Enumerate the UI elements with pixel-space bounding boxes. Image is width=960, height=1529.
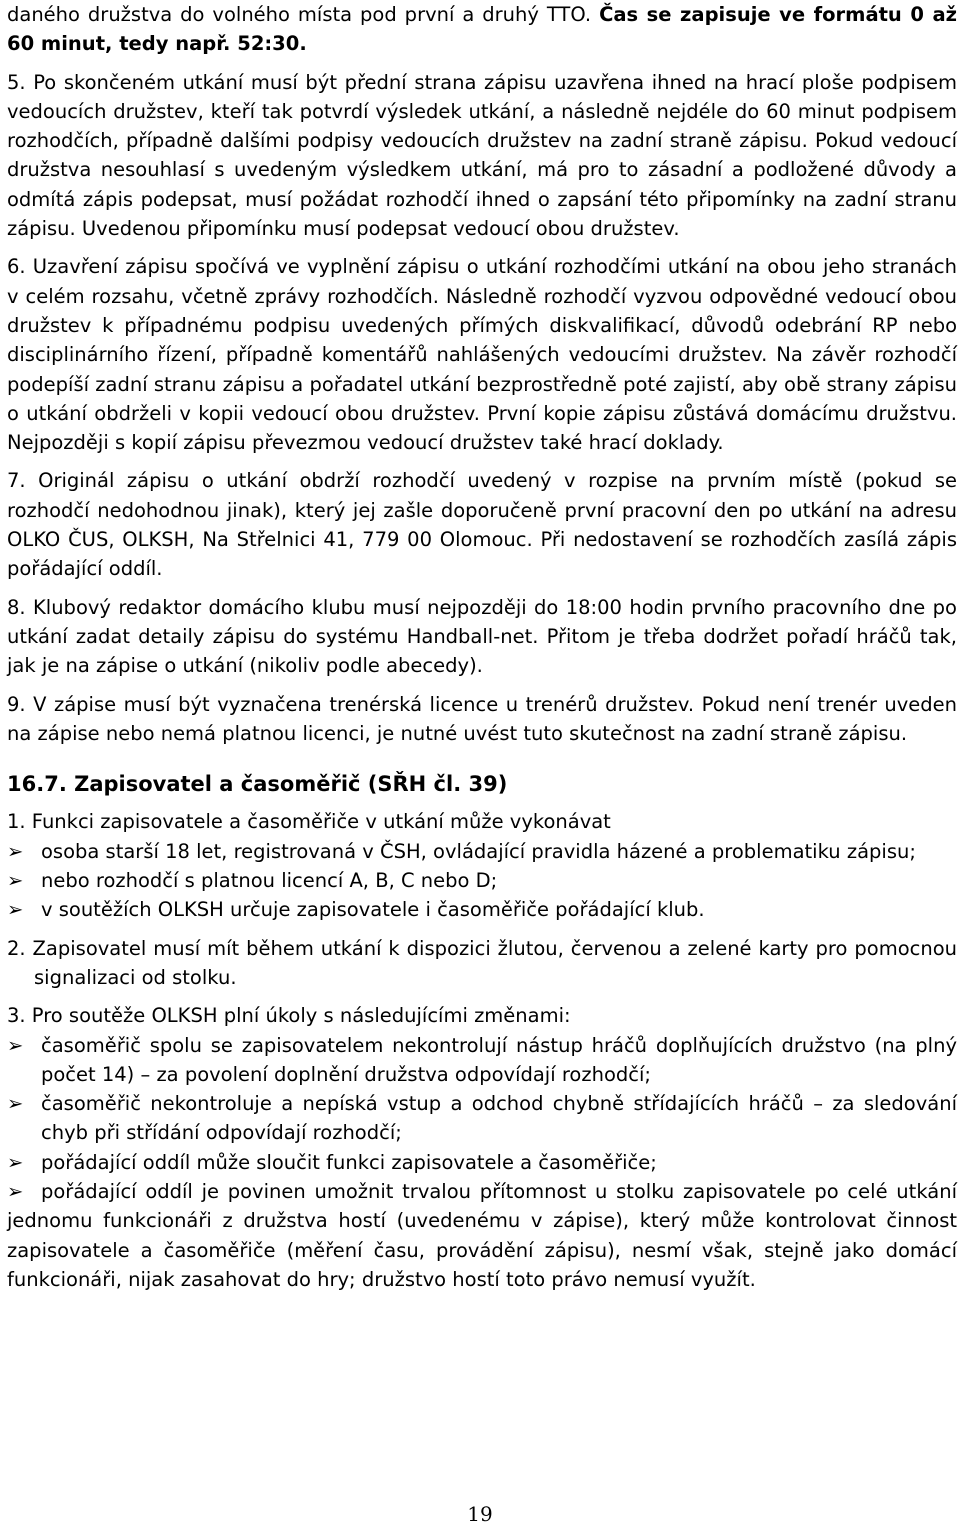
section-3-intro: 3. Pro soutěže OLKSH plní úkoly s následujícími změnami: <box>7 1004 571 1028</box>
section-2: 2. Zapisovatel musí mít během utkání k dispozici žlutou, červenou a zelené karty pro pomocnou signalizaci od stolku. <box>7 936 957 989</box>
arrow-bullet-icon: ➢ <box>7 1179 24 1203</box>
arrow-bullet-icon: ➢ <box>7 869 24 893</box>
list-item: ➢ časoměřič spolu se zapisovatelem nekontrolují nástup hráčů doplňujících družstvo (na plný počet 14) – za povolení doplnění družstva odpovídají rozhodčí; <box>7 1031 957 1090</box>
arrow-bullet-icon: ➢ <box>7 839 24 863</box>
arrow-bullet-icon: ➢ <box>7 1092 24 1116</box>
list-item: ➢ časoměřič nekontroluje a nepíská vstup a odchod chybně střídajících hráčů – za sledování chyb při střídání odpovídají rozhodčí; <box>7 1089 957 1148</box>
paragraph-8: 8. Klubový redaktor domácího klubu musí nejpozději do 18:00 hodin prvního pracovního dne po utkání zadat detaily zápisu do systému Handball-net. Přitom je třeba dodržet pořadí hráčů tak, jak je na zápise o utkání (nikoliv podle abecedy). <box>7 595 957 678</box>
paragraph-7: 7. Originál zápisu o utkání obdrží rozhodčí uvedený v rozpise na prvním místě (pokud se rozhodčí nedohodnou jinak), který jej zašle doporučeně první pracovní den po utkání na adresu OLKO ČUS, OLKSH, Na Střelnici 41, 779 00 Olomouc. Při nedostavení se rozhodčích zasílá zápis pořádající oddíl. <box>7 469 957 581</box>
paragraph-9: 9. V zápise musí být vyznačena trenérská licence u trenérů družstev. Pokud není trenér uveden na zápise nebo nemá platnou licenci, je nutné uvést tuto skutečnost na zadní straně zápisu. <box>7 692 957 745</box>
section-heading: 16.7. Zapisovatel a časoměřič (SŘH čl. 39) <box>7 772 508 797</box>
list-item: ➢ pořádající oddíl je povinen umožnit trvalou přítomnost u stolku zapisovatele po celé utkání jednomu funkcionáři z družstva hostí (uvedenému v zápise), který může kontrolovat činnost zapisovatele a časoměřiče (měření času, provádění zápisu), nesmí však, stejně jako domácí funkcionáři, nijak zasahovat do hry; družstvo hostí toto právo nemusí využít. <box>7 1177 957 1294</box>
arrow-bullet-icon: ➢ <box>7 1033 24 1057</box>
paragraph-continuation <box>7 0 957 59</box>
page-number: 19 <box>467 1502 493 1526</box>
list-item: ➢ v soutěžích OLKSH určuje zapisovatele i časoměřiče pořádající klub. <box>7 895 957 924</box>
list-item: ➢ pořádající oddíl může sloučit funkci zapisovatele a časoměřiče; <box>7 1148 957 1177</box>
paragraph-5: 5. Po skončeném utkání musí být přední strana zápisu uzavřena ihned na hrací ploše podpisem vedoucích družstev, kteří tak potvrdí výsledek utkání, a následně nejdéle do 60 minut podpisem rozhodčích, případně dalšími podpisy vedoucích družstev na zadní straně zápisu. Pokud vedoucí družstva nesouhlasí s uvedeným výsledkem utkání, má pro to zásadní a podložené důvody a odmítá zápis podepsat, musí požádat rozhodčí ihned o zapsání této připomínky na zadní stranu zápisu. Uvedenou připomínku musí podepsat vedoucí obou družstev. <box>7 70 957 241</box>
section-1-bullet-list <box>7 837 957 925</box>
list-item: ➢ nebo rozhodčí s platnou licencí A, B, C nebo D; <box>7 866 957 895</box>
arrow-bullet-icon: ➢ <box>7 898 24 922</box>
section-3-bullet-list <box>7 1031 957 1295</box>
continuation-bold-text: Čas se zapisuje ve formátu 0 až 60 minut, tedy např. 52:30. <box>7 3 957 56</box>
document-page <box>7 0 957 1294</box>
paragraph-6: 6. Uzavření zápisu spočívá ve vyplnění zápisu o utkání rozhodčími utkání na obou jeho stranách v celém rozsahu, včetně zprávy rozhodčích. Následně rozhodčí vyzvou odpovědné vedoucí obou družstev k případnému podpisu uvedených přímých diskvalifikací, důvodů odebrání RP nebo disciplinárního řízení, případně komentářů nahlášených vedoucími družstev. Na závěr rozhodčí podepíší zadní stranu zápisu a pořadatel utkání bezprostředně poté zajistí, aby obě strany zápisu o utkání obdrželi v kopii vedoucí obou družstev. První kopie zápisu zůstává domácímu družstvu. Nejpozději s kopií zápisu převezmou vedoucí družstev také hrací doklady. <box>7 255 957 455</box>
continuation-text: daného družstva do volného místa pod první a druhý TTO. <box>7 3 600 26</box>
arrow-bullet-icon: ➢ <box>7 1150 24 1174</box>
section-1-intro: 1. Funkci zapisovatele a časoměřiče v utkání může vykonávat <box>7 810 611 834</box>
list-item: ➢ osoba starší 18 let, registrovaná v ČSH, ovládající pravidla házené a problematiku zápisu; <box>7 837 957 866</box>
